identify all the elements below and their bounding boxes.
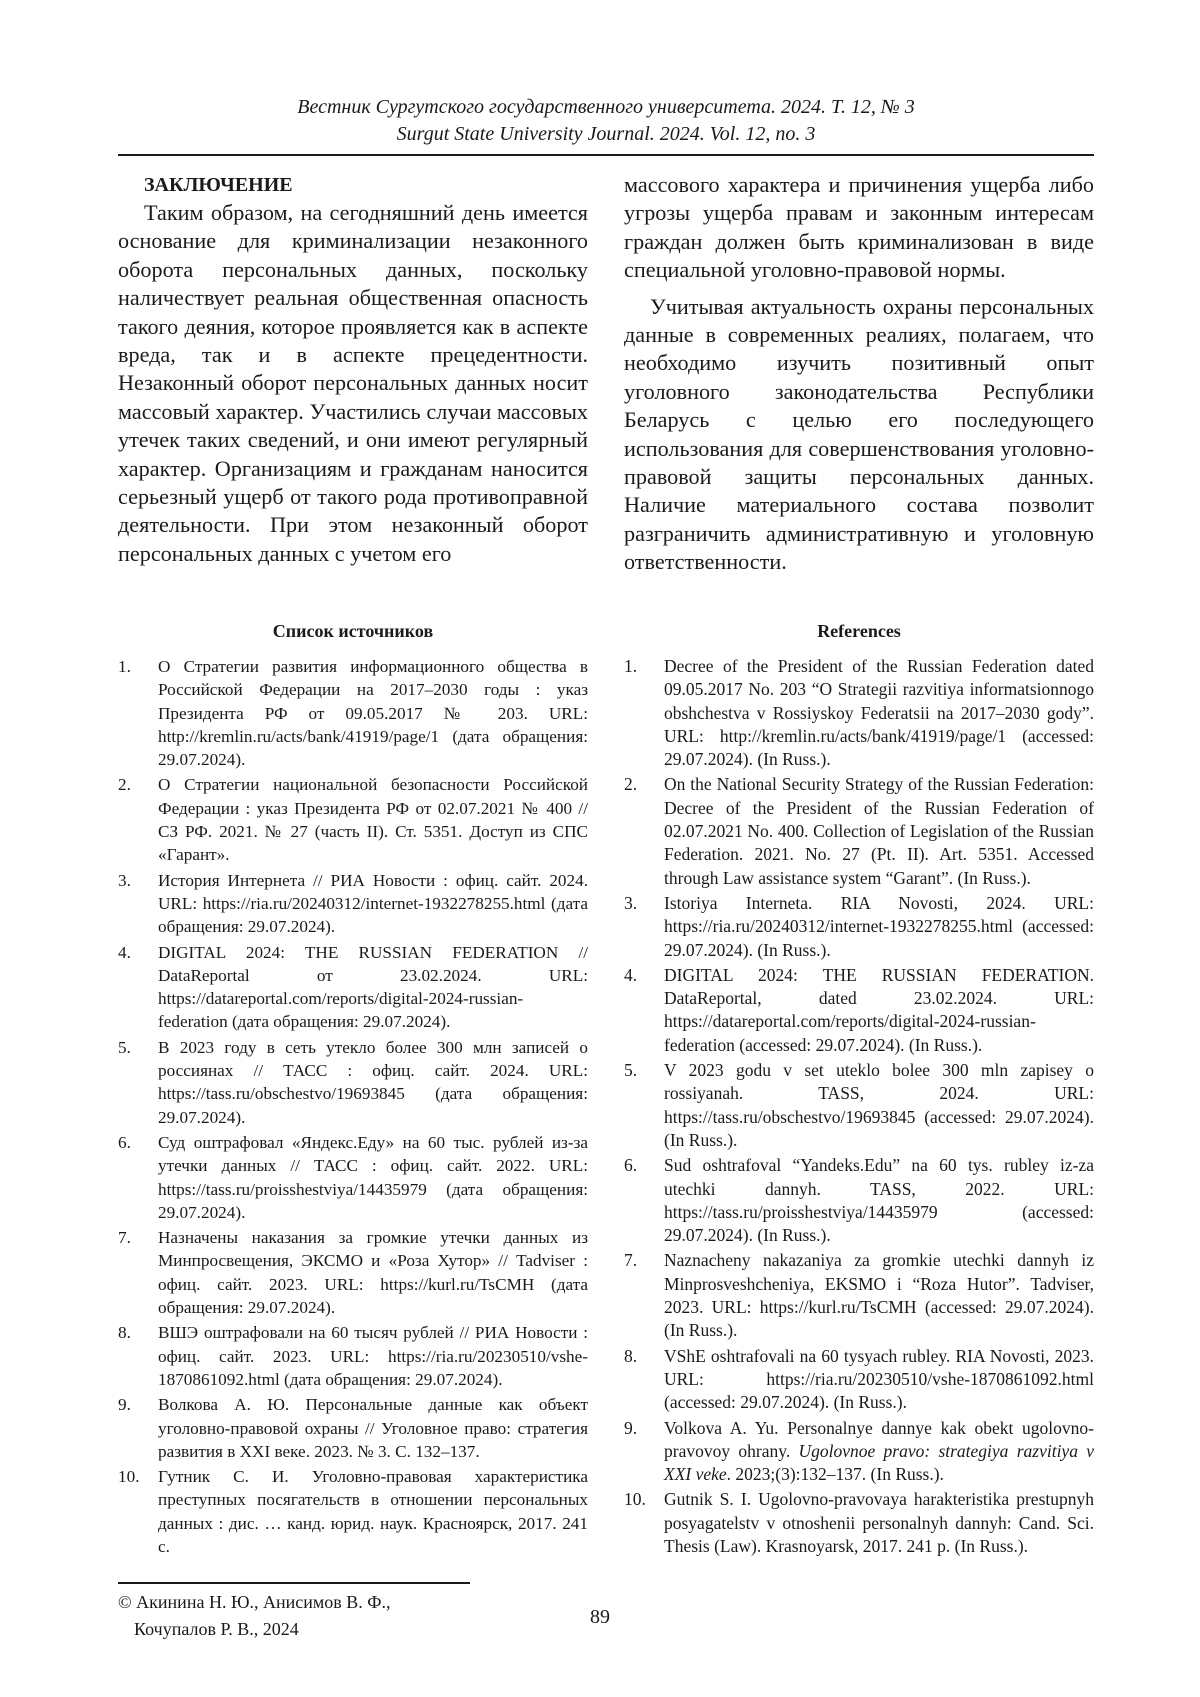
source-number: 9.: [118, 1395, 131, 1415]
copyright-notice: [118, 1589, 390, 1643]
reference-text: DIGITAL 2024: THE RUSSIAN FEDERATION. DataReportal, dated 23.02.2024. URL: https://datareportal.com/reports/digital-2024-russian-federation (accessed: 29.07.2024). (In Russ.).: [664, 964, 1094, 1055]
reference-item: [624, 1488, 1094, 1558]
source-text: Назначены наказания за громкие утечки данных из Минпросвещения, ЭКСМО и «Роза Хутор» // Tadviser : офиц. сайт. 2023. URL: https://kurl.ru/TsCMH (дата обращения: 29.07.2024).: [158, 1228, 588, 1318]
source-item: [118, 1321, 588, 1391]
source-text: DIGITAL 2024: THE RUSSIAN FEDERATION // DataReportal от 23.02.2024. URL: https://datareportal.com/reports/digital-2024-russian-federation (дата обращения: 29.07.2024).: [158, 942, 588, 1032]
source-text: Волкова А. Ю. Персональные данные как объект уголовно-правовой охраны // Уголовное право: стратегия развития в XXI веке. 2023. № 3. С. 132–137.: [158, 1395, 588, 1461]
source-item: [118, 1393, 588, 1463]
reference-item: [624, 1154, 1094, 1247]
journal-header-en: Surgut State University Journal. 2024. Vol. 12, no. 3: [396, 123, 816, 145]
source-item: [118, 869, 588, 939]
source-number: 1.: [118, 657, 131, 676]
reference-number: 2.: [624, 774, 638, 795]
reference-number: 3.: [624, 892, 638, 913]
source-number: 3.: [118, 870, 131, 890]
reference-item: [624, 773, 1094, 889]
reference-text: On the National Security Strategy of the Russian Federation: Decree of the President of the Russian Federation of 02.07.2021 No. 400. Collection of Legislation of the Russian Federation. 2021. No. 27 (Pt. II). Art. 5351. Accessed through Law assistance system “Garant”. (In Russ.).: [664, 774, 1094, 888]
source-number: 5.: [118, 1037, 131, 1057]
references-heading: References: [817, 621, 901, 641]
sources-heading: Список источников: [272, 621, 434, 641]
reference-number: 6.: [624, 1155, 638, 1176]
conclusion-title: ЗАКЛЮЧЕНИЕ: [144, 174, 293, 196]
reference-item: [624, 1249, 1094, 1342]
conclusion-left-column: [118, 171, 588, 568]
reference-text: Istoriya Interneta. RIA Novosti, 2024. URL: https://ria.ru/20240312/internet-1932278255.html (accessed: 29.07.2024). (In Russ.).: [664, 892, 1094, 960]
reference-text: Decree of the President of the Russian Federation dated 09.05.2017 No. 203 “O Strategii razvitiya informatsionnogo obshchestva v Rossiyskoy Federatsii na 2017–2030 gody”. URL: http://kremlin.ru/acts/bank/41919/page/1 (accessed: 29.07.2024). (In Russ.).: [664, 656, 1094, 770]
reference-number: 5.: [624, 1060, 638, 1081]
reference-text-part: Ugolovnoe pravo: strategiya razvitiya v XXI veke: [664, 1440, 1094, 1485]
conclusion-paragraph-continued: массового характера и причинения ущерба либо угрозы ущерба правам и законным интересам граждан должен быть криминализован в виде специальной уголовно-правовой нормы.: [624, 172, 1094, 283]
source-number: 4.: [118, 942, 131, 962]
source-text: О Стратегии национальной безопасности Российской Федерации : указ Президента РФ от 02.07.2021 № 400 // СЗ РФ. 2021. № 27 (часть II). Ст. 5351. Доступ из СПС «Гарант».: [158, 775, 588, 865]
source-item: [118, 1465, 588, 1558]
copyright-line-2: Кочупалов Р. В., 2024: [134, 1619, 299, 1639]
reference-text: VShE oshtrafovali na 60 tysyach rubley. RIA Novosti, 2023. URL: https://ria.ru/20230510/vshe-1870861092.html (accessed: 29.07.2024). (In Russ.).: [664, 1345, 1094, 1413]
reference-text: [664, 1417, 1094, 1487]
footnote-divider: [118, 1582, 470, 1584]
reference-item: [624, 1059, 1094, 1152]
source-text: В 2023 году в сеть утекло более 300 млн записей о россиянах // ТАСС : офиц. сайт. 2024. URL: https://tass.ru/obschestvo/19693845 (дата обращения: 29.07.2024).: [158, 1037, 588, 1127]
source-number: 2.: [118, 775, 131, 795]
source-item: [118, 1131, 588, 1224]
journal-header: [118, 94, 1094, 148]
references-list: [624, 655, 1094, 1560]
source-number: 6.: [118, 1132, 131, 1152]
page-number: 89: [590, 1606, 610, 1628]
reference-item: [624, 964, 1094, 1057]
source-item: [118, 773, 588, 866]
source-text: ВШЭ оштрафовали на 60 тысяч рублей // РИА Новости : офиц. сайт. 2023. URL: https://ria.ru/20230510/vshe-1870861092.html (дата обращения: 29.07.2024).: [158, 1323, 588, 1389]
reference-item: [624, 1417, 1094, 1487]
source-text: Гутник С. И. Уголовно-правовая характеристика преступных посягательств в отношении персональных данных : дис. … канд. юрид. наук. Красноярск, 2017. 241 с.: [158, 1467, 588, 1556]
reference-text: Sud oshtrafoval “Yandeks.Edu” na 60 tys. rubley iz-za utechki dannyh. TASS, 2022. URL: https://tass.ru/proisshestviya/14435979 (accessed: 29.07.2024). (In Russ.).: [664, 1155, 1094, 1246]
reference-text: Naznacheny nakazaniya za gromkie utechki dannyh iz Minprosveshcheniya, EKSMO i “Roza Hutor”. Tadviser, 2023. URL: https://kurl.ru/TsCMH (accessed: 29.07.2024). (In Russ.).: [664, 1250, 1094, 1341]
source-item: [118, 941, 588, 1034]
source-item: [118, 1036, 588, 1129]
source-number: 8.: [118, 1323, 131, 1343]
copyright-line-1: © Акинина Н. Ю., Анисимов В. Ф.,: [118, 1592, 391, 1612]
conclusion-paragraph-1: Таким образом, на сегодняшний день имеется основание для криминализации незаконного оборота персональных данных, поскольку наличествует реальная общественная опасность такого деяния, которое проявляется как в аспекте вреда, так и в аспекте прецедентности. Незаконный оборот персональных данных носит массовый характер. Участились случаи массовых утечек таких сведений, и они имеют регулярный характер. Организациям и гражданам наносится серьезный ущерб от такого рода противоправной деятельности. При этом незаконный оборот персональных данных с учетом его: [118, 200, 588, 566]
reference-text-part: Volkova A. Yu. Personalnye dannye kak obekt ugolovno-pravovoy ohrany.: [664, 1417, 1094, 1461]
source-number: 10.: [118, 1467, 140, 1487]
source-item: [118, 655, 588, 771]
source-text: Суд оштрафовал «Яндекс.Еду» на 60 тыс. рублей из-за утечки данных // ТАСС : офиц. сайт. 2022. URL: https://tass.ru/proisshestviya/14435979 (дата обращения: 29.07.2024).: [158, 1132, 588, 1222]
header-divider: [118, 154, 1094, 156]
reference-number: 8.: [624, 1345, 638, 1366]
reference-number: 4.: [624, 964, 638, 985]
sources-list: [118, 655, 588, 1560]
reference-item: [624, 892, 1094, 962]
reference-number: 7.: [624, 1250, 638, 1271]
conclusion-paragraph-2: Учитывая актуальность охраны персональных данные в современных реалиях, полагаем, что необходимо изучить позитивный опыт уголовного законодательства Республики Беларусь с целью его последующего использования для совершенствования уголовно-правовой защиты персональных данных. Наличие материального состава позволит разграничить административную и уголовную ответственности.: [624, 293, 1094, 575]
journal-header-ru: Вестник Сургутского государственного университета. 2024. Т. 12, № 3: [297, 96, 915, 118]
source-text: О Стратегии развития информационного общества в Российской Федерации на 2017–2030 годы : указ Президента РФ от 09.05.2017 № 203. URL: http://kremlin.ru/acts/bank/41919/page/1 (дата обращения: 29.07.2024).: [158, 657, 588, 770]
reference-text: Gutnik S. I. Ugolovno-pravovaya harakteristika prestupnyh posyagatelstv v otnoshenii personalnyh dannyh: Cand. Sci. Thesis (Law). Krasnoyarsk, 2017. 241 p. (In Russ.).: [664, 1489, 1094, 1556]
reference-number: 1.: [624, 656, 638, 676]
source-number: 7.: [118, 1228, 131, 1248]
reference-item: [624, 1345, 1094, 1415]
reference-text-part: . 2023;(3):132–137. (In Russ.).: [726, 1464, 944, 1485]
source-item: [118, 1226, 588, 1319]
reference-text: V 2023 godu v set uteklo bolee 300 mln zapisey o rossiyanah. TASS, 2024. URL: https://tass.ru/obschestvo/19693845 (accessed: 29.07.2024). (In Russ.).: [664, 1060, 1094, 1150]
source-text: История Интернета // РИА Новости : офиц. сайт. 2024. URL: https://ria.ru/20240312/internet-1932278255.html (дата обращения: 29.07.2024).: [158, 870, 588, 937]
conclusion-right-column: [624, 171, 1094, 577]
reference-number: 9.: [624, 1417, 638, 1438]
reference-item: [624, 655, 1094, 771]
reference-number: 10.: [624, 1489, 646, 1510]
